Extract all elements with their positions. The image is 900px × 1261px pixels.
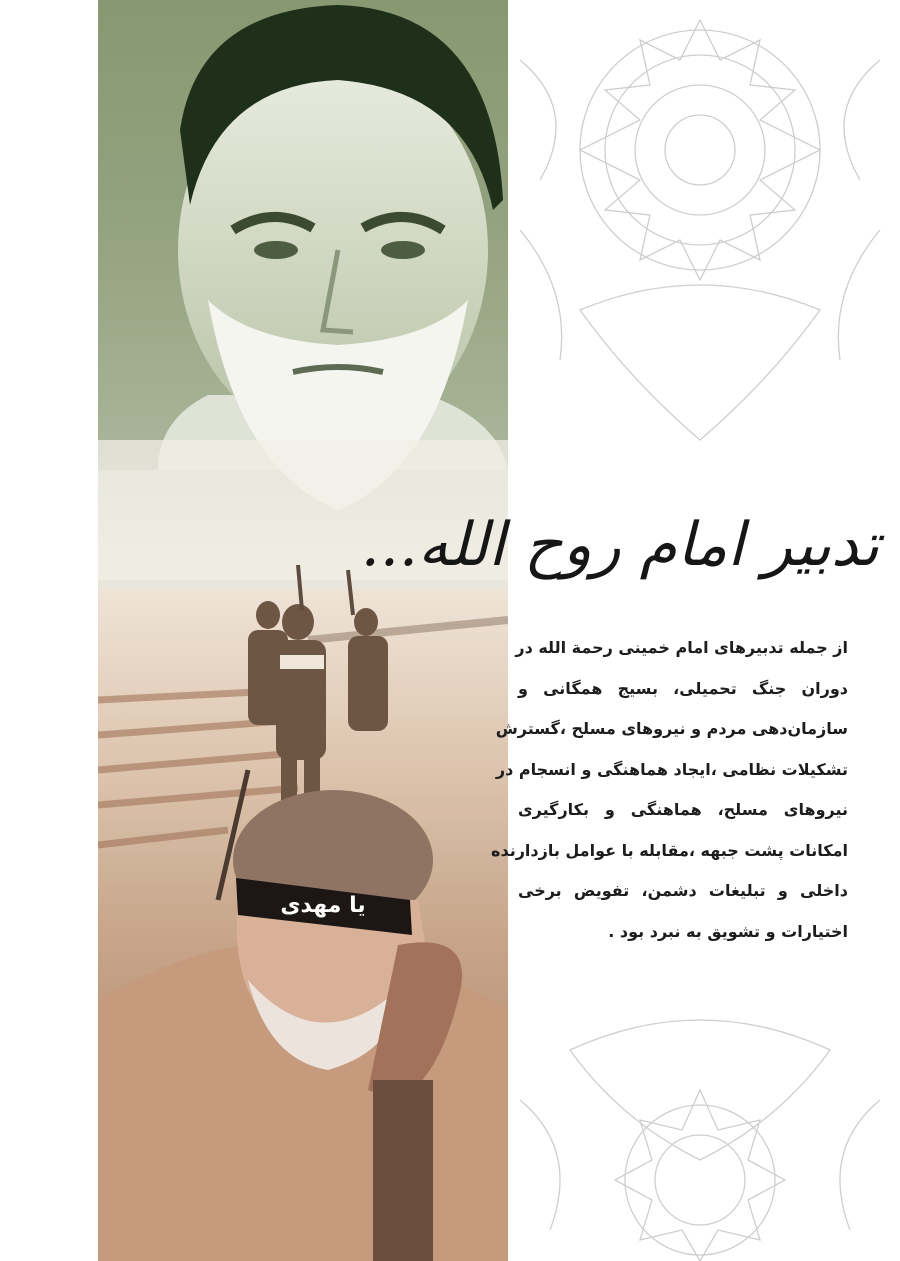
- paragraph-line: دوران جنگ تحمیلی، بسیج همگانی و: [518, 678, 848, 698]
- veteran-photo: [98, 790, 508, 1261]
- paragraph-line: امکانات پشت جبهه ،مقابله با عوامل بازدارنده: [491, 840, 848, 860]
- photo-collage-art: [98, 0, 508, 1261]
- paragraph-line: داخلی و تبلیغات دشمن، تفویض برخی: [518, 881, 848, 900]
- headband-label: یا مهدی: [280, 893, 366, 918]
- photo-collage: [98, 0, 508, 1261]
- paragraph-line: اختیارات و تشویق به نبرد بود .: [608, 921, 848, 941]
- calligraphy-title: تدبیر امام روح الله...: [360, 510, 880, 580]
- portrait-photo: [98, 0, 508, 510]
- paragraph-line: نیروهای مسلح، هماهنگی و بکارگیری: [518, 800, 848, 819]
- description-paragraph: [491, 628, 848, 952]
- paragraph-line: از جمله تدبیرهای امام خمینی رحمة الله در: [515, 638, 848, 657]
- ornament-top: [520, 20, 880, 440]
- ornament-bottom: [520, 1020, 880, 1261]
- paragraph-line: سازمان‌دهی مردم و نیروهای مسلح ،گسترش: [495, 719, 848, 738]
- paragraph-line: تشکیلات نظامی ،ایجاد هماهنگی و انسجام در: [495, 759, 848, 779]
